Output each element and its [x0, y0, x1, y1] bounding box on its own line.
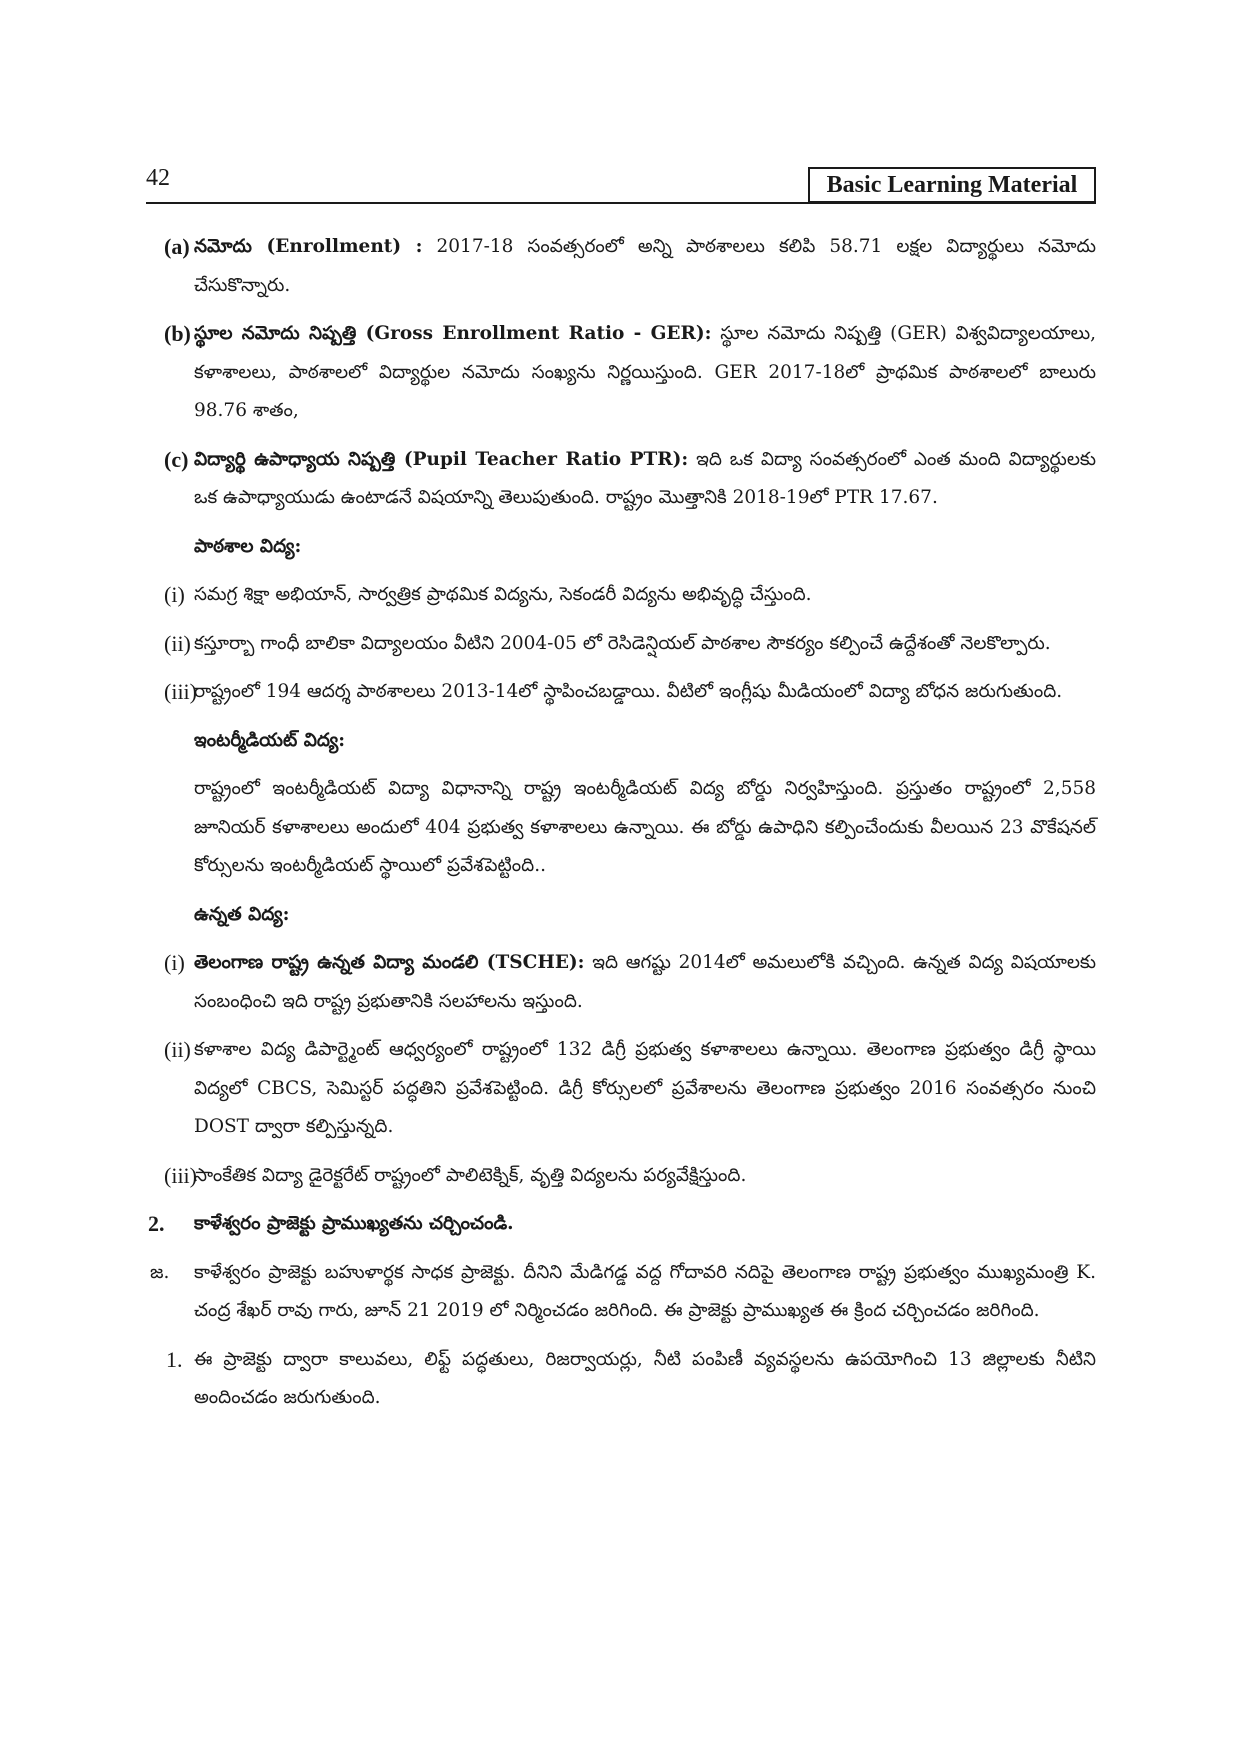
question-text: కాళేశ్వరం ప్రాజెక్టు ప్రాముఖ్యతను చర్చించండి.: [194, 1213, 514, 1234]
term-title: విద్యార్థి ఉపాధ్యాయ నిష్పత్తి (Pupil Teacher Ratio PTR):: [194, 448, 689, 470]
list-text: ఇది ఆగష్టు 2014లో అమలులోకి వచ్చింది. ఉన్నత విద్య విషయాలకు సంబంధించి ఇది రాష్ట్ర ప్రభుతానికి సలహాలను ఇస్తుంది.: [194, 952, 1096, 1012]
list-item: [146, 228, 1096, 305]
term-text: 2017-18 సంవత్సరంలో అన్ని పాఠశాలలు కలిపి 58.71 లక్షల విద్యార్థులు నమోదు చేసుకొన్నారు.: [194, 236, 1096, 296]
list-item: [146, 1157, 1096, 1196]
term-title: స్థూల నమోదు నిష్పత్తి (Gross Enrollment Ratio - GER):: [194, 323, 712, 344]
list-marker: (i): [164, 950, 185, 975]
section-heading-higher: ఉన్నత విద్య:: [194, 903, 290, 925]
list-item: [146, 315, 1096, 431]
list-text: సమగ్ర శిక్షా అభియాన్, సార్వత్రిక ప్రాథమిక విద్యను, సెకండరీ విద్యను అభివృద్ధి చేస్తుంది.: [194, 584, 812, 605]
section-heading-intermediate: ఇంటర్మీడియట్ విద్య:: [194, 729, 346, 751]
list-item: [146, 576, 1096, 615]
list-item: [146, 944, 1096, 1021]
list-item: [146, 1031, 1096, 1147]
list-marker: (c): [164, 446, 189, 472]
term-text: ఇది ఒక విద్యా సంవత్సరంలో ఎంత మంది విద్యార్థులకు ఒక ఉపాధ్యాయుడు ఉంటాడనే విషయాన్ని తెలుపుతుంది. రాష్ట్రం మొత్తానికి 2018-19లో PTR 17.67.: [194, 448, 1096, 508]
answer: [146, 1254, 1096, 1331]
list-text: కళాశాల విద్య డిపార్ట్మెంట్ ఆధ్వర్యంలో రాష్ట్రంలో 132 డిగ్రీ ప్రభుత్వ కళాశాలలు ఉన్నాయి. తెలంగాణ ప్రభుత్వం డిగ్రీ స్థాయి విద్యలో CBCS, సెమిస్టర్ పద్ధతిని ప్రవేశపెట్టింది. డిగ్రీ కోర్సులలో ప్రవేశాలను తెలంగాణ ప్రభుత్వం 2016 సంవత్సరం నుంచి DOST ద్వారా కల్పిస్తున్నది.: [194, 1039, 1096, 1137]
page-body: [146, 228, 1096, 1428]
question: [146, 1205, 1096, 1244]
term-text: స్థూల నమోదు నిష్పత్తి (GER) విశ్వవిద్యాలయాలు, కళాశాలలు, పాఠశాలలో విద్యార్థుల నమోదు సంఖ్యను నిర్ణయిస్తుంది. GER 2017-18లో ప్రాథమిక పాఠశాలలో బాలురు 98.76 శాతం,: [194, 323, 1096, 421]
list-marker: 1.: [166, 1346, 183, 1372]
list-marker: (ii): [164, 1037, 191, 1062]
list-text: రాష్ట్రంలో 194 ఆదర్శ పాఠశాలలు 2013-14లో స్థాపించబడ్డాయి. వీటిలో ఇంగ్లీషు మీడియంలో విద్యా బోధన జరుగుతుంది.: [194, 681, 1063, 702]
list-item: [146, 625, 1096, 664]
list-marker: (ii): [164, 630, 191, 656]
list-item: [146, 441, 1096, 518]
list-text: ఈ ప్రాజెక్టు ద్వారా కాలువలు, లిఫ్ట్ పద్ధతులు, రిజర్వాయర్లు, నీటి పంపిణీ వ్యవస్థలను ఉపయోగించి 13 జిల్లాలకు నీటిని అందించడం జరుగుతుంది.: [194, 1348, 1096, 1408]
list-marker: (a): [164, 234, 190, 259]
list-marker: (iii): [164, 1162, 197, 1188]
intermediate-paragraph: రాష్ట్రంలో ఇంటర్మీడియట్ విద్యా విధానాన్ని రాష్ట్ర ఇంటర్మీడియట్ విద్య బోర్డు నిర్వహిస్తుంది. ప్రస్తుతం రాష్ట్రంలో 2,558 జూనియర్ కళాశాలలు అందులో 404 ప్రభుత్వ కళాశాలలు ఉన్నాయి. ఈ బోర్డు ఉపాధిని కల్పించేందుకు వీలయిన 23 వొకేషనల్ కోర్సులను ఇంటర్మీడియట్ స్థాయిలో ప్రవేశపెట్టింది..: [194, 778, 1096, 876]
list-text: కస్తూర్బా గాంధీ బాలికా విద్యాలయం వీటిని 2004-05 లో రెసిడెన్షియల్ పాఠశాల సౌకర్యం కల్పించే ఉద్దేశంతో నెలకొల్పారు.: [194, 632, 1051, 654]
term-title: తెలంగాణ రాష్ట్ర ఉన్నత విద్యా మండలి (TSCHE):: [194, 952, 585, 973]
question-number: 2.: [148, 1211, 165, 1236]
list-marker: (b): [164, 321, 191, 346]
running-title: Basic Learning Material: [808, 167, 1096, 203]
list-item: [146, 1341, 1096, 1418]
page-number: 42: [146, 165, 170, 191]
header-rule: [146, 202, 1096, 204]
answer-text: కాళేశ్వరం ప్రాజెక్టు బహుళార్థక సాధక ప్రాజెక్టు. దీనిని మేడిగడ్డ వద్ద గోదావరి నదిపై తెలంగాణ రాష్ట్ర ప్రభుత్వం ముఖ్యమంత్రి K. చంద్ర శేఖర్ రావు గారు, జూన్ 21 2019 లో నిర్మించడం జరిగింది. ఈ ప్రాజెక్టు ప్రాముఖ్యత ఈ క్రింద చర్చించడం జరిగింది.: [194, 1261, 1096, 1321]
list-marker: (i): [164, 582, 185, 607]
list-text: సాంకేతిక విద్యా డైరెక్టరేట్ రాష్ట్రంలో పాలిటెక్నిక్, వృత్తి విద్యలను పర్యవేక్షిస్తుంది.: [194, 1164, 747, 1186]
list-marker: (iii): [164, 679, 197, 704]
list-item: [146, 673, 1096, 712]
section-heading-school: పాఠశాల విద్య:: [194, 535, 302, 557]
term-title: నమోదు (Enrollment) :: [194, 236, 423, 257]
answer-marker: జ.: [150, 1261, 170, 1283]
